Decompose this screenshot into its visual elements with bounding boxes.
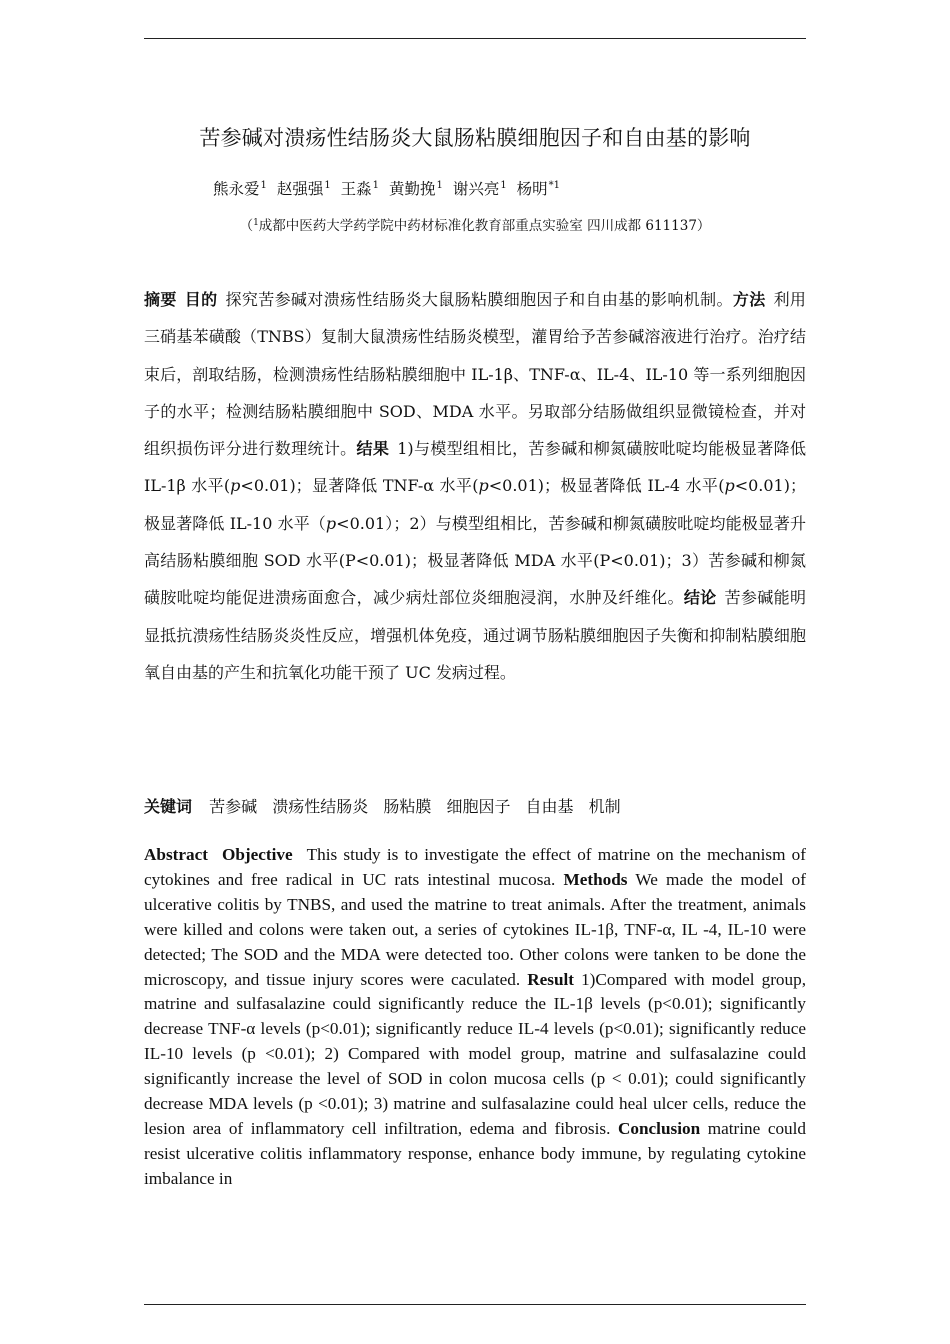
- author-name: 谢兴亮: [452, 180, 500, 198]
- methods-text-cn: 利用三硝基苯磺酸（TNBS）复制大鼠溃疡性结肠炎模型，灌胃给予苦参碱溶液进行治疗。治疗结束后，剖取结肠，检测溃疡性结肠粘膜细胞中 IL-1β、TNF-α、IL-4、IL-10 等一系列细胞因子的水平；检测结肠粘膜细胞中 SOD、MDA 水平。另取部分结肠做组织显微镜检查，并对组织损伤评分进行数理统计。: [144, 290, 806, 459]
- author-name: 杨明: [516, 180, 548, 198]
- author-name: 熊永爱: [213, 180, 260, 198]
- affiliation-mark: 1: [253, 218, 259, 228]
- author-affiliation-mark: 1: [436, 180, 443, 191]
- chinese-abstract: [144, 281, 806, 691]
- author-name: 王淼: [340, 180, 372, 198]
- result-label-en: Result: [527, 969, 575, 989]
- objective-label-en: Objective: [221, 845, 293, 864]
- conclusion-label-cn: 结论: [683, 588, 717, 608]
- author-affiliation-mark: *1: [548, 180, 561, 191]
- author-name: 黄勤挽: [388, 180, 436, 198]
- author-affiliation-mark: 1: [372, 180, 380, 191]
- english-abstract: [144, 843, 806, 1192]
- methods-label-en: Methods: [563, 869, 628, 889]
- p-symbol: p: [230, 476, 241, 496]
- results-label-cn: 结果: [356, 439, 390, 459]
- p-symbol: p: [478, 476, 489, 496]
- result-text-en: 1)Compared with model group, matrine and sulfasalazine could significantly reduce the IL-1β levels (p<0.01); significantly decrease TNF-α levels (p<0.01); significantly reduce IL-4 levels (p<0.01); significantly reduce IL-10 levels (p <0.01); 2) Compared with model group, matrine and sulfasalazine could significantly increase the level of SOD in colon mucosa cells (p < 0.01); could significantly decrease MDA levels (p <0.01); 3) matrine and sulfasalazine could heal ulcer cells, reduce the lesion area of inflammatory cell infiltration, edema and fibrosis.: [144, 969, 807, 1138]
- objective-label-cn: 目的: [184, 290, 218, 309]
- paper-title: 苦参碱对溃疡性结肠炎大鼠肠粘膜细胞因子和自由基的影响: [199, 126, 751, 150]
- abstract-label-cn: 摘要: [144, 290, 177, 309]
- p-symbol: p: [325, 513, 337, 533]
- keyword: 肠粘膜: [383, 797, 432, 816]
- objective-text-en: This study is to investigate the effect of matrine on the mechanism of cytokines and free radical in UC rats intestinal mucosa.: [144, 845, 806, 889]
- methods-label-cn: 方法: [732, 290, 766, 309]
- author-affiliation-mark: 1: [324, 180, 331, 191]
- conclusion-text-cn: 苦参碱能明显抵抗溃疡性结肠炎炎性反应，增强机体免疫，通过调节肠粘膜细胞因子失衡和抑制粘膜细胞氧自由基的产生和抗氧化功能干预了 UC 发病过程。: [144, 588, 806, 682]
- keyword: 机制: [588, 797, 621, 816]
- author-name: 赵强强: [276, 180, 324, 198]
- keywords-label: 关键词: [144, 797, 193, 816]
- results-text-cn: <0.01)；极显著降低 IL-10 水平（: [144, 476, 806, 533]
- results-text-cn: 1)与模型组相比，苦参碱和柳氮磺胺吡啶均能极显著降低 IL-1β 水平(: [144, 439, 806, 496]
- results-text-cn: <0.01)；极显著降低 IL-4 水平(: [488, 476, 725, 496]
- keyword: 细胞因子: [446, 797, 511, 816]
- results-text-cn: <0.01)；显著降低 TNF-α 水平(: [240, 476, 479, 496]
- keyword: 苦参碱: [209, 797, 258, 816]
- conclusion-text-en: matrine could resist ulcerative colitis inflammatory response, enhance body immune, by regulating cytokine imbalance in: [144, 1118, 807, 1188]
- p-symbol: p: [724, 476, 735, 496]
- abstract-label-en: Abstract: [144, 845, 208, 864]
- keyword: 自由基: [525, 797, 574, 816]
- keywords: [144, 792, 806, 822]
- objective-text-cn: 探究苦参碱对溃疡性结肠炎大鼠肠粘膜细胞因子和自由基的影响机制。: [225, 290, 733, 309]
- keyword: 溃疡性结肠炎: [272, 797, 369, 816]
- affiliation-text: 成都中医药大学药学院中药材标准化教育部重点实验室 四川成都 611137）: [258, 218, 711, 234]
- author-list: [213, 177, 565, 199]
- author-affiliation-mark: 1: [260, 180, 267, 191]
- affiliation-open: （: [239, 218, 254, 234]
- methods-text-en: We made the model of ulcerative colitis by TNBS, and used the matrine to treat animals. After the treatment, animals were killed and colons were taken out, a series of cytokines IL-1β, TNF-α, IL -4, IL-10 were detected; The SOD and the MDA were detected too. Other colons were tanken to be done the microscopy, and tissue injury scores were caculated.: [144, 869, 806, 989]
- affiliation: [0, 214, 950, 234]
- top-rule: [144, 38, 806, 39]
- results-text-cn: <0.01）；2）与模型组相比，苦参碱和柳氮磺胺吡啶均能极显著升高结肠粘膜细胞 SOD 水平(P<0.01)；极显著降低 MDA 水平(P<0.01)；3）苦参碱和柳氮磺胺吡啶均能促进溃疡面愈合，减少病灶部位炎细胞浸润，水肿及纤维化。: [144, 513, 806, 608]
- bottom-rule: [144, 1304, 806, 1305]
- conclusion-label-en: Conclusion: [617, 1118, 701, 1138]
- author-affiliation-mark: 1: [500, 180, 507, 191]
